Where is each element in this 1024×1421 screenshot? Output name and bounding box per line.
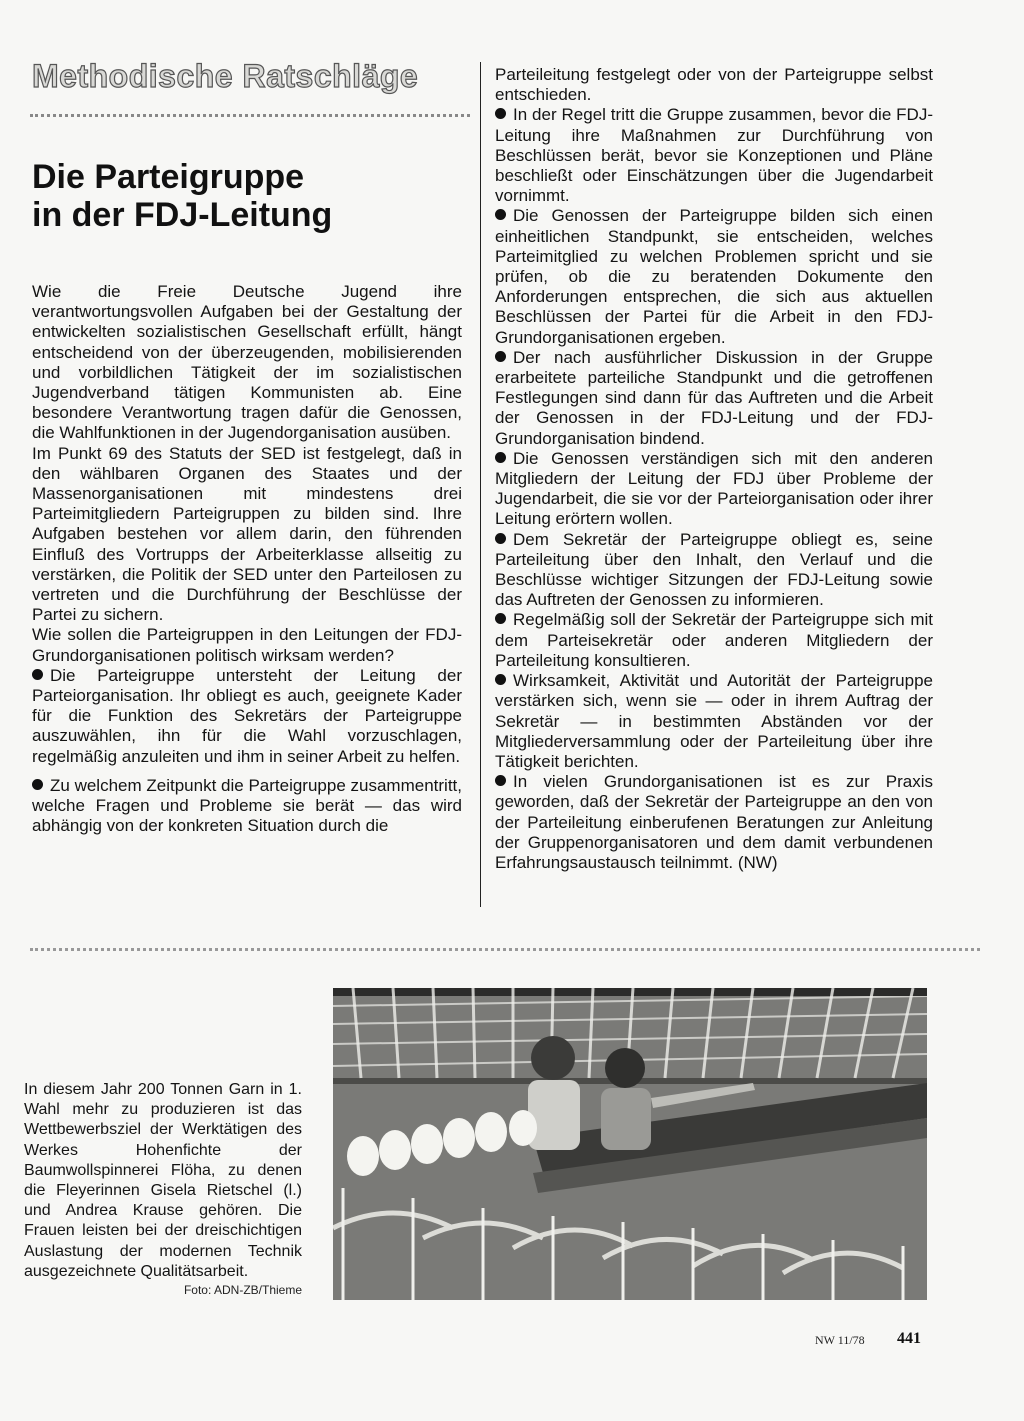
headline-line-1: Die Parteigruppe xyxy=(32,158,305,196)
issue-reference: NW 11/78 xyxy=(815,1333,865,1347)
bullet-item: Dem Sekretär der Parteigruppe obliegt es, seine Parteileitung über den Inhalt, den Verlauf und die Beschlüsse wichtiger Sitzungen der FDJ-Leitung sowie das Auftreten der Genossen zu informieren. xyxy=(495,529,933,610)
headline-line-2: in der FDJ-Leitung xyxy=(32,196,333,234)
bullet-item: Wirksamkeit, Aktivität und Autorität der Parteigruppe verstärken sich, wenn sie — oder in ihrem Auftrag der Sekretär — in bestimmten Abständen vor der Mitgliederversammlung oder der Parteileitung über ihre Tätigkeit berichten. xyxy=(495,671,933,771)
bullet-item: Regelmäßig soll der Sekretär der Parteigruppe sich mit dem Parteisekretär oder anderen Mitgliedern der Parteileitung konsultieren. xyxy=(495,610,933,670)
question-paragraph: Wie sollen die Parteigruppen in den Leitungen der FDJ-Grundorganisationen politisch wirksam werden? xyxy=(32,625,462,665)
photo-credit: Foto: ADN-ZB/Thieme xyxy=(183,1283,302,1297)
factory-photo xyxy=(333,988,927,1300)
article-headline xyxy=(32,158,452,234)
statute-paragraph: Im Punkt 69 des Statuts der SED ist festgelegt, daß in den wählbaren Organen des Staates und der Massenorganisationen mit mindestens drei Parteimitgliedern Parteigruppen zu bilden sind. Ihre Aufgaben bestehen vor allem darin, den führenden Einfluß des Vortrupps der Arbeiterklasse allseitig zu verstärken, die Politik der SED unter den Parteilosen zu vertreten und die Durchführung der Beschlüsse der Partei zu sichern. xyxy=(32,443,462,625)
bullet-item: Die Genossen der Parteigruppe bilden sich einen einheitlichen Standpunkt, sie entscheiden, welches Parteimitglied zu welchen Problemen spricht und sie prüfen, ob die zu beratenden Dokumente den Anforderungen entsprechen, die sich aus aktuellen Beschlüssen der Partei für die Arbeit in den FDJ-Grundorganisationen ergeben. xyxy=(495,206,933,347)
intro-paragraph: Wie die Freie Deutsche Jugend ihre verantwortungsvollen Aufgaben bei der Gestaltung der entwickelten sozialistischen Gesellschaft erfüllt, hängt entscheidend von der überzeugenden, mobilisierenden und vorbildlichen Tätigkeit der im sozialistischen Jugendverband tätigen Kommunisten ab. Eine besondere Verantwortung tragen dafür die Genossen, die Wahlfunktionen in der Jugendorganisation ausüben. xyxy=(32,282,462,443)
left-column xyxy=(32,282,462,836)
bullet-item: In der Regel tritt die Gruppe zusammen, bevor die FDJ-Leitung ihre Maßnahmen zur Durchführung von Beschlüssen berät, bevor sie Konzeptionen und Pläne beschließt oder Einschätzungen über die Jugendarbeit vornimmt. xyxy=(495,105,933,206)
page-number: 441 xyxy=(897,1330,921,1347)
bullet-item: Die Parteigruppe untersteht der Leitung der Parteiorganisation. Ihr obliegt es auch, geeignete Kader für die Funktion des Sekretärs der Parteigruppe auszuwählen, ihn für die Wahl vorzuschlagen, regelmäßig anzuleiten und ihm in seiner Arbeit zu helfen. xyxy=(32,665,462,766)
continuation-paragraph: Parteileitung festgelegt oder von der Parteigruppe selbst entschieden. xyxy=(495,65,933,105)
spinning-machine-illustration xyxy=(333,988,927,1300)
column-divider xyxy=(480,62,481,907)
bullet-item: Die Genossen verständigen sich mit den anderen Mitgliedern der Leitung der FDJ über Probleme der Jugendarbeit, die sie vor der Parteiorganisation oder ihrer Leitung erörtern wollen. xyxy=(495,448,933,529)
section-divider xyxy=(30,948,980,951)
bullet-item: Zu welchem Zeitpunkt die Parteigruppe zusammentritt, welche Fragen und Probleme sie berät — das wird abhängig von der konkreten Situation durch die xyxy=(32,775,462,836)
rubric-divider xyxy=(30,114,470,117)
bullet-item: In vielen Grundorganisationen ist es zur Praxis geworden, daß der Sekretär der Parteigruppe an den von der Parteileitung einberufenen Beratungen zur Anleitung der Gruppenorganisatoren und dem damit verbundenen Erfahrungsaustausch teilnimmt. (NW) xyxy=(495,772,933,872)
section-rubric: Methodische Ratschläge xyxy=(32,58,419,94)
right-column xyxy=(495,65,933,873)
photo-caption: In diesem Jahr 200 Tonnen Garn in 1. Wahl mehr zu produzieren ist das Wettbewerbsziel der Werktätigen des Werkes Hohenfichte der Baumwollspinnerei Flöha, zu denen die Fleyerinnen Gisela Rietschel (l.) und Andrea Krause gehören. Die Frauen leisten bei der dreischichtigen Auslastung der modernen Technik ausgezeichnete Qualitätsarbeit. xyxy=(24,1081,302,1280)
bullet-item: Der nach ausführlicher Diskussion in der Gruppe erarbeitete parteiliche Standpunkt und die getroffenen Festlegungen sind dann für das Auftreten und die Arbeit der Genossen in der FDJ-Leitung und der FDJ-Grundorganisation bindend. xyxy=(495,347,933,448)
